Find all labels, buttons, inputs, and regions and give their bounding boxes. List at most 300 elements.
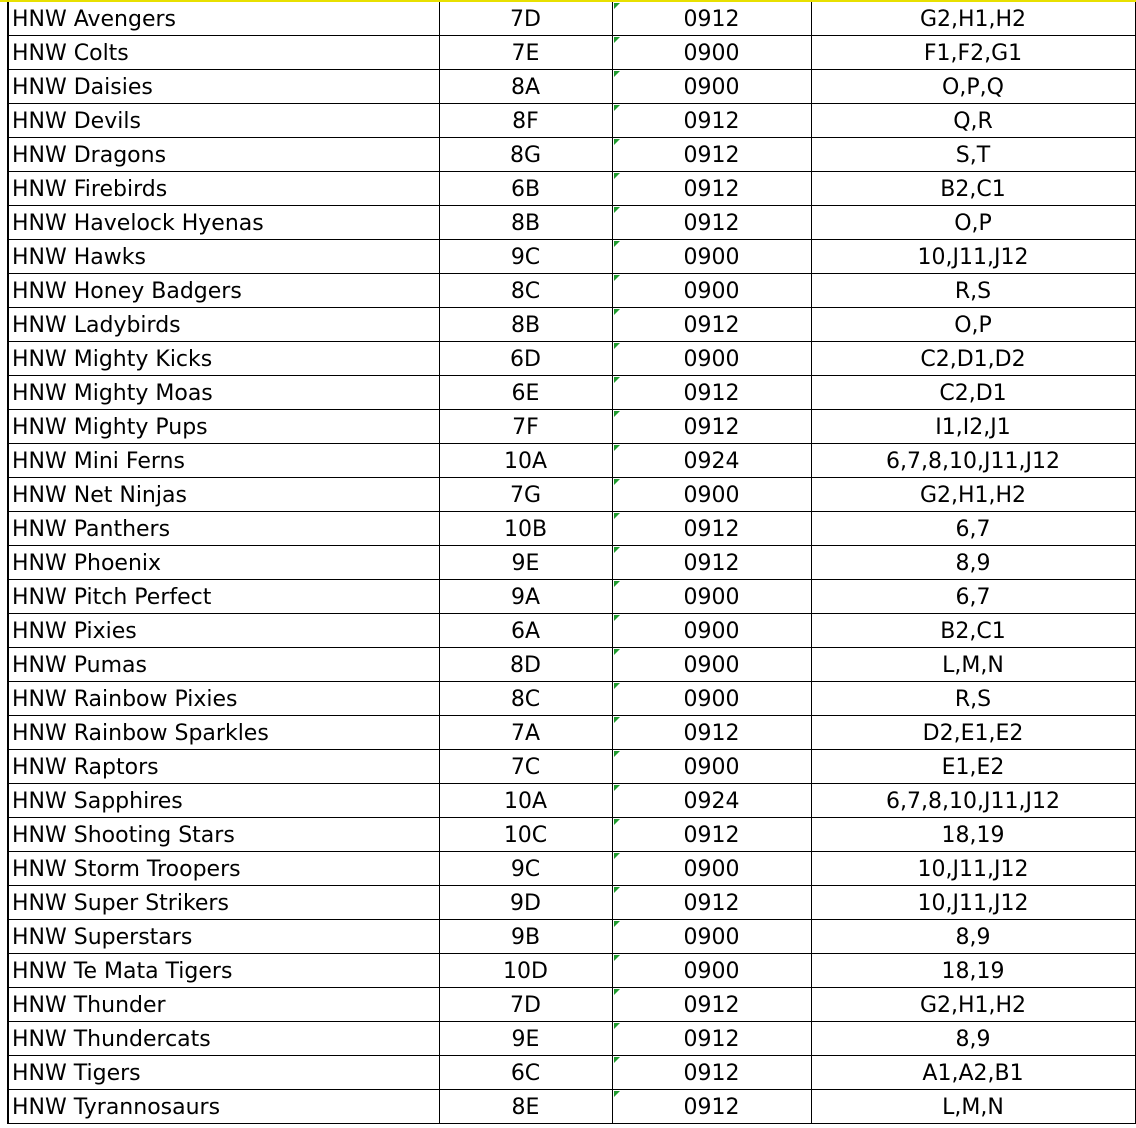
start-time-cell[interactable]: [612, 886, 811, 920]
row-gutter-cell[interactable]: [0, 920, 8, 954]
team-name-text: HNW Panthers: [12, 517, 171, 542]
courts-cell[interactable]: [811, 614, 1135, 648]
table-row: [0, 954, 1135, 988]
start-time-text: 0900: [683, 585, 740, 610]
start-time-cell[interactable]: [612, 410, 811, 444]
courts-cell[interactable]: [811, 104, 1135, 138]
row-gutter-cell[interactable]: [0, 682, 8, 716]
division-code-cell[interactable]: [439, 852, 612, 886]
team-name-cell[interactable]: [8, 886, 439, 920]
courts-cell[interactable]: [811, 478, 1135, 512]
division-code-cell[interactable]: [439, 410, 612, 444]
start-time-cell[interactable]: [612, 818, 811, 852]
team-name-cell[interactable]: [8, 70, 439, 104]
table-row: [0, 852, 1135, 886]
division-code-cell[interactable]: [439, 444, 612, 478]
start-time-text: 0900: [683, 959, 740, 984]
courts-cell[interactable]: [811, 716, 1135, 750]
team-name-text: HNW Pitch Perfect: [12, 585, 212, 610]
row-gutter-cell[interactable]: [0, 784, 8, 818]
start-time-text: 0900: [683, 653, 740, 678]
team-name-cell[interactable]: [8, 512, 439, 546]
division-code-cell[interactable]: [439, 886, 612, 920]
courts-cell[interactable]: [811, 818, 1135, 852]
courts-text: E1,E2: [941, 755, 1005, 780]
start-time-text: 0900: [683, 41, 740, 66]
row-gutter-cell[interactable]: [0, 308, 8, 342]
division-code-cell[interactable]: [439, 750, 612, 784]
division-code-cell[interactable]: [439, 1, 612, 36]
courts-cell[interactable]: [811, 206, 1135, 240]
team-name-text: HNW Colts: [12, 41, 129, 66]
courts-cell[interactable]: [811, 1022, 1135, 1056]
courts-cell[interactable]: [811, 784, 1135, 818]
courts-text: S,T: [955, 143, 991, 168]
team-name-cell[interactable]: [8, 478, 439, 512]
error-flag-icon: [614, 411, 620, 417]
error-flag-icon: [614, 819, 620, 825]
table-row: [0, 240, 1135, 274]
error-flag-icon: [614, 3, 620, 9]
start-time-text: 0924: [683, 789, 740, 814]
row-gutter-cell[interactable]: [0, 104, 8, 138]
division-code-text: 9C: [510, 245, 541, 270]
courts-cell[interactable]: [811, 750, 1135, 784]
start-time-cell[interactable]: [612, 1056, 811, 1090]
start-time-text: 0912: [683, 381, 740, 406]
error-flag-icon: [614, 343, 620, 349]
start-time-text: 0912: [683, 823, 740, 848]
table-row: [0, 274, 1135, 308]
error-flag-icon: [614, 751, 620, 757]
courts-cell[interactable]: [811, 342, 1135, 376]
division-code-cell[interactable]: [439, 342, 612, 376]
start-time-cell[interactable]: [612, 376, 811, 410]
row-gutter-cell[interactable]: [0, 1, 8, 36]
division-code-cell[interactable]: [439, 1090, 612, 1124]
division-code-cell[interactable]: [439, 648, 612, 682]
team-name-text: HNW Te Mata Tigers: [12, 959, 233, 984]
division-code-text: 6E: [511, 381, 540, 406]
team-name-cell[interactable]: [8, 274, 439, 308]
courts-cell[interactable]: [811, 444, 1135, 478]
team-name-cell[interactable]: [8, 1, 439, 36]
start-time-text: 0924: [683, 449, 740, 474]
start-time-cell[interactable]: [612, 648, 811, 682]
error-flag-icon: [614, 71, 620, 77]
error-flag-icon: [614, 853, 620, 859]
error-flag-icon: [614, 921, 620, 927]
division-code-cell[interactable]: [439, 818, 612, 852]
error-flag-icon: [614, 479, 620, 485]
team-name-cell[interactable]: [8, 852, 439, 886]
courts-text: I1,I2,J1: [935, 415, 1011, 440]
sheet-rows: [0, 1, 1135, 1124]
division-code-cell[interactable]: [439, 376, 612, 410]
team-name-text: HNW Mighty Kicks: [12, 347, 213, 372]
row-gutter-cell[interactable]: [0, 1022, 8, 1056]
team-name-text: HNW Firebirds: [12, 177, 168, 202]
team-name-text: HNW Storm Troopers: [12, 857, 241, 882]
team-name-cell[interactable]: [8, 818, 439, 852]
start-time-cell[interactable]: [612, 274, 811, 308]
division-code-cell[interactable]: [439, 138, 612, 172]
row-gutter-cell[interactable]: [0, 818, 8, 852]
start-time-cell[interactable]: [612, 614, 811, 648]
row-gutter-cell[interactable]: [0, 478, 8, 512]
team-name-cell[interactable]: [8, 444, 439, 478]
start-time-text: 0912: [683, 177, 740, 202]
start-time-cell[interactable]: [612, 852, 811, 886]
table-row: [0, 920, 1135, 954]
courts-text: A1,A2,B1: [922, 1061, 1024, 1086]
table-row: [0, 1022, 1135, 1056]
error-flag-icon: [614, 955, 620, 961]
team-name-text: HNW Mighty Moas: [12, 381, 213, 406]
courts-text: R,S: [954, 279, 992, 304]
table-row: [0, 682, 1135, 716]
team-name-text: HNW Pixies: [12, 619, 137, 644]
courts-text: G2,H1,H2: [919, 7, 1027, 32]
row-gutter-cell[interactable]: [0, 580, 8, 614]
division-code-cell[interactable]: [439, 580, 612, 614]
table-row: [0, 138, 1135, 172]
division-code-cell[interactable]: [439, 308, 612, 342]
team-name-text: HNW Pumas: [12, 653, 147, 678]
division-code-cell[interactable]: [439, 784, 612, 818]
start-time-cell[interactable]: [612, 716, 811, 750]
team-name-text: HNW Honey Badgers: [12, 279, 242, 304]
team-name-text: HNW Mini Ferns: [12, 449, 185, 474]
start-time-cell[interactable]: [612, 240, 811, 274]
row-gutter-cell[interactable]: [0, 954, 8, 988]
courts-cell[interactable]: [811, 1056, 1135, 1090]
row-gutter-cell[interactable]: [0, 342, 8, 376]
team-name-cell[interactable]: [8, 36, 439, 70]
courts-cell[interactable]: [811, 512, 1135, 546]
error-flag-icon: [614, 241, 620, 247]
courts-cell[interactable]: [811, 172, 1135, 206]
division-code-cell[interactable]: [439, 988, 612, 1022]
team-name-cell[interactable]: [8, 614, 439, 648]
division-code-cell[interactable]: [439, 206, 612, 240]
start-time-text: 0912: [683, 891, 740, 916]
team-name-text: HNW Avengers: [12, 7, 177, 32]
start-time-cell[interactable]: [612, 172, 811, 206]
start-time-text: 0912: [683, 109, 740, 134]
division-code-cell[interactable]: [439, 1056, 612, 1090]
team-name-text: HNW Thunder: [12, 993, 166, 1018]
team-name-cell[interactable]: [8, 716, 439, 750]
division-code-cell[interactable]: [439, 172, 612, 206]
row-gutter-cell[interactable]: [0, 444, 8, 478]
start-time-text: 0912: [683, 1027, 740, 1052]
start-time-text: 0900: [683, 925, 740, 950]
division-code-cell[interactable]: [439, 240, 612, 274]
division-code-cell[interactable]: [439, 682, 612, 716]
row-gutter-cell[interactable]: [0, 716, 8, 750]
courts-text: 18,19: [941, 823, 1005, 848]
division-code-text: 10A: [503, 449, 548, 474]
courts-cell[interactable]: [811, 410, 1135, 444]
row-gutter-cell[interactable]: [0, 274, 8, 308]
division-code-cell[interactable]: [439, 104, 612, 138]
team-name-cell[interactable]: [8, 682, 439, 716]
start-time-cell[interactable]: [612, 1090, 811, 1124]
courts-cell[interactable]: [811, 886, 1135, 920]
start-time-cell[interactable]: [612, 308, 811, 342]
start-time-cell[interactable]: [612, 1, 811, 36]
division-code-cell[interactable]: [439, 512, 612, 546]
start-time-text: 0912: [683, 721, 740, 746]
start-time-cell[interactable]: [612, 478, 811, 512]
team-name-cell[interactable]: [8, 138, 439, 172]
division-code-cell[interactable]: [439, 70, 612, 104]
courts-cell[interactable]: [811, 648, 1135, 682]
table-row: [0, 512, 1135, 546]
start-time-text: 0900: [683, 279, 740, 304]
table-row: [0, 818, 1135, 852]
team-name-cell[interactable]: [8, 580, 439, 614]
table-row: [0, 1090, 1135, 1124]
courts-cell[interactable]: [811, 682, 1135, 716]
courts-text: C2,D1,D2: [920, 347, 1026, 372]
row-gutter-cell[interactable]: [0, 750, 8, 784]
courts-cell[interactable]: [811, 546, 1135, 580]
division-code-text: 7D: [510, 7, 541, 32]
error-flag-icon: [614, 649, 620, 655]
table-row: [0, 342, 1135, 376]
row-gutter-cell[interactable]: [0, 138, 8, 172]
row-gutter-cell[interactable]: [0, 546, 8, 580]
team-name-text: HNW Shooting Stars: [12, 823, 235, 848]
team-name-cell[interactable]: [8, 342, 439, 376]
division-code-text: 9E: [511, 551, 540, 576]
courts-cell[interactable]: [811, 1, 1135, 36]
team-name-cell[interactable]: [8, 206, 439, 240]
division-code-cell[interactable]: [439, 1022, 612, 1056]
row-gutter-cell[interactable]: [0, 36, 8, 70]
start-time-text: 0912: [683, 551, 740, 576]
start-time-cell[interactable]: [612, 342, 811, 376]
start-time-cell[interactable]: [612, 580, 811, 614]
start-time-cell[interactable]: [612, 546, 811, 580]
start-time-text: 0900: [683, 687, 740, 712]
division-code-text: 8B: [510, 313, 541, 338]
table-row: [0, 648, 1135, 682]
team-name-cell[interactable]: [8, 240, 439, 274]
courts-text: G2,H1,H2: [919, 483, 1027, 508]
division-code-cell[interactable]: [439, 274, 612, 308]
team-name-cell[interactable]: [8, 376, 439, 410]
team-name-cell[interactable]: [8, 1022, 439, 1056]
start-time-cell[interactable]: [612, 512, 811, 546]
courts-text: 10,J11,J12: [917, 891, 1029, 916]
start-time-text: 0900: [683, 619, 740, 644]
team-name-cell[interactable]: [8, 308, 439, 342]
start-time-text: 0900: [683, 245, 740, 270]
row-gutter-cell[interactable]: [0, 512, 8, 546]
team-name-text: HNW Rainbow Pixies: [12, 687, 238, 712]
start-time-cell[interactable]: [612, 36, 811, 70]
team-name-text: HNW Hawks: [12, 245, 146, 270]
division-code-cell[interactable]: [439, 954, 612, 988]
row-gutter-cell[interactable]: [0, 1056, 8, 1090]
error-flag-icon: [614, 785, 620, 791]
team-name-text: HNW Raptors: [12, 755, 159, 780]
row-gutter-cell[interactable]: [0, 852, 8, 886]
start-time-cell[interactable]: [612, 70, 811, 104]
start-time-text: 0900: [683, 347, 740, 372]
row-gutter-cell[interactable]: [0, 648, 8, 682]
team-name-cell[interactable]: [8, 988, 439, 1022]
courts-cell[interactable]: [811, 70, 1135, 104]
division-code-cell[interactable]: [439, 614, 612, 648]
error-flag-icon: [614, 547, 620, 553]
division-code-text: 9E: [511, 1027, 540, 1052]
row-gutter-cell[interactable]: [0, 614, 8, 648]
team-name-cell[interactable]: [8, 172, 439, 206]
division-code-cell[interactable]: [439, 920, 612, 954]
team-name-cell[interactable]: [8, 784, 439, 818]
error-flag-icon: [614, 207, 620, 213]
division-code-text: 10A: [503, 789, 548, 814]
start-time-text: 0900: [683, 483, 740, 508]
table-row: [0, 70, 1135, 104]
row-gutter-cell[interactable]: [0, 70, 8, 104]
team-name-text: HNW Super Strikers: [12, 891, 229, 916]
table-row: [0, 172, 1135, 206]
error-flag-icon: [614, 105, 620, 111]
start-time-cell[interactable]: [612, 444, 811, 478]
courts-text: 6,7,8,10,J11,J12: [886, 789, 1060, 814]
error-flag-icon: [614, 139, 620, 145]
team-name-cell[interactable]: [8, 648, 439, 682]
courts-text: O,P: [954, 313, 992, 338]
division-code-text: 7A: [510, 721, 541, 746]
courts-cell[interactable]: [811, 988, 1135, 1022]
division-code-text: 6C: [510, 1061, 541, 1086]
table-row: [0, 580, 1135, 614]
team-name-cell[interactable]: [8, 546, 439, 580]
start-time-cell[interactable]: [612, 784, 811, 818]
team-name-cell[interactable]: [8, 920, 439, 954]
error-flag-icon: [614, 1023, 620, 1029]
error-flag-icon: [614, 717, 620, 723]
team-name-cell[interactable]: [8, 410, 439, 444]
team-name-cell[interactable]: [8, 104, 439, 138]
courts-cell[interactable]: [811, 376, 1135, 410]
table-row: [0, 444, 1135, 478]
division-code-cell[interactable]: [439, 478, 612, 512]
team-name-text: HNW Tigers: [12, 1061, 141, 1086]
team-name-cell[interactable]: [8, 954, 439, 988]
team-name-text: HNW Superstars: [12, 925, 193, 950]
courts-cell[interactable]: [811, 36, 1135, 70]
start-time-cell[interactable]: [612, 954, 811, 988]
courts-text: G2,H1,H2: [919, 993, 1027, 1018]
start-time-text: 0912: [683, 143, 740, 168]
division-code-text: 7G: [509, 483, 542, 508]
courts-cell[interactable]: [811, 852, 1135, 886]
table-row: [0, 784, 1135, 818]
team-name-cell[interactable]: [8, 1090, 439, 1124]
start-time-cell[interactable]: [612, 138, 811, 172]
row-gutter-cell[interactable]: [0, 1090, 8, 1124]
courts-text: 6,7,8,10,J11,J12: [886, 449, 1060, 474]
error-flag-icon: [614, 309, 620, 315]
start-time-cell[interactable]: [612, 104, 811, 138]
team-name-text: HNW Rainbow Sparkles: [12, 721, 269, 746]
table-row: [0, 478, 1135, 512]
start-time-cell[interactable]: [612, 206, 811, 240]
table-row: [0, 988, 1135, 1022]
start-time-cell[interactable]: [612, 682, 811, 716]
team-name-text: HNW Tyrannosaurs: [12, 1095, 221, 1120]
error-flag-icon: [614, 887, 620, 893]
courts-cell[interactable]: [811, 138, 1135, 172]
team-name-text: HNW Devils: [12, 109, 141, 134]
courts-text: D2,E1,E2: [922, 721, 1024, 746]
error-flag-icon: [614, 275, 620, 281]
team-name-cell[interactable]: [8, 750, 439, 784]
division-code-cell[interactable]: [439, 716, 612, 750]
courts-cell[interactable]: [811, 954, 1135, 988]
division-code-text: 8B: [510, 211, 541, 236]
courts-cell[interactable]: [811, 240, 1135, 274]
division-code-text: 6B: [510, 177, 541, 202]
table-row: [0, 1, 1135, 36]
courts-cell[interactable]: [811, 274, 1135, 308]
start-time-cell[interactable]: [612, 920, 811, 954]
row-gutter-cell[interactable]: [0, 206, 8, 240]
table-row: [0, 750, 1135, 784]
division-code-text: 8E: [511, 1095, 540, 1120]
start-time-text: 0912: [683, 517, 740, 542]
start-time-cell[interactable]: [612, 1022, 811, 1056]
courts-text: 6,7: [955, 517, 991, 542]
courts-cell[interactable]: [811, 1090, 1135, 1124]
row-gutter-cell[interactable]: [0, 172, 8, 206]
courts-cell[interactable]: [811, 580, 1135, 614]
row-gutter-cell[interactable]: [0, 240, 8, 274]
division-code-text: 8C: [510, 687, 541, 712]
row-gutter-cell[interactable]: [0, 988, 8, 1022]
division-code-text: 8A: [510, 75, 541, 100]
division-code-text: 7F: [512, 415, 539, 440]
courts-text: F1,F2,G1: [923, 41, 1023, 66]
team-name-cell[interactable]: [8, 1056, 439, 1090]
division-code-cell[interactable]: [439, 36, 612, 70]
table-row: [0, 886, 1135, 920]
table-row: [0, 716, 1135, 750]
start-time-text: 0912: [683, 7, 740, 32]
start-time-cell[interactable]: [612, 750, 811, 784]
courts-text: 6,7: [955, 585, 991, 610]
table-row: [0, 410, 1135, 444]
row-gutter-cell[interactable]: [0, 376, 8, 410]
courts-text: Q,R: [953, 109, 993, 134]
row-gutter-cell[interactable]: [0, 410, 8, 444]
courts-cell[interactable]: [811, 308, 1135, 342]
start-time-cell[interactable]: [612, 988, 811, 1022]
division-code-text: 7C: [510, 755, 541, 780]
error-flag-icon: [614, 513, 620, 519]
division-code-text: 8F: [512, 109, 539, 134]
courts-cell[interactable]: [811, 920, 1135, 954]
division-code-cell[interactable]: [439, 546, 612, 580]
row-gutter-cell[interactable]: [0, 886, 8, 920]
